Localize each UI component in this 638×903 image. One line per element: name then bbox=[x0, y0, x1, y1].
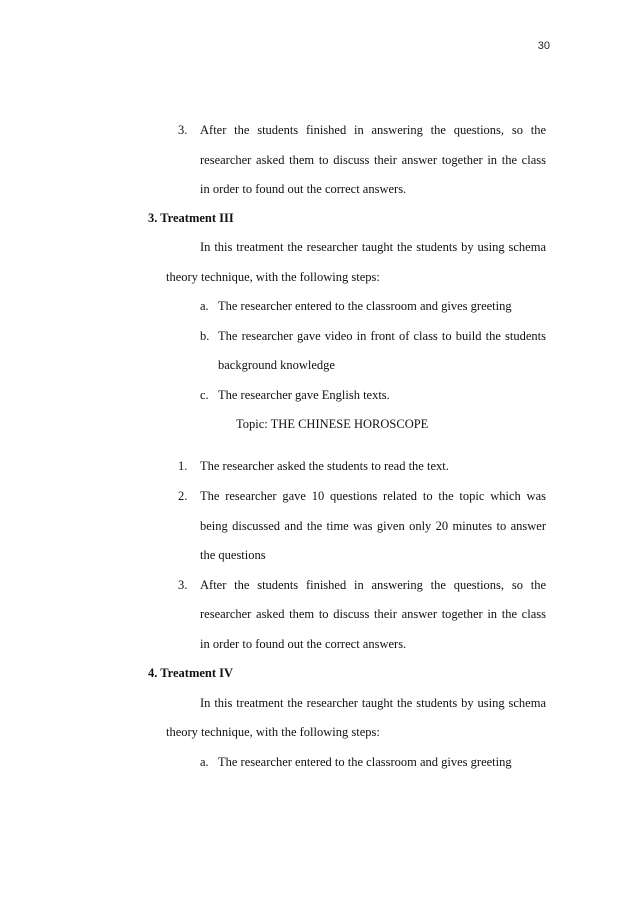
step-text: The researcher gave video in front of class to build the students bbox=[218, 329, 546, 343]
step-letter: a. bbox=[200, 755, 209, 769]
list-item-text: The researcher asked the students to read the text. bbox=[200, 459, 449, 473]
paragraph-line: In this treatment the researcher taught the students by using schema bbox=[200, 696, 546, 710]
section-heading: 3. Treatment III bbox=[148, 211, 234, 225]
paragraph-line: theory technique, with the following steps: bbox=[166, 270, 380, 284]
list-item-text: in order to found out the correct answers. bbox=[200, 637, 407, 651]
list-item-number: 1. bbox=[178, 459, 188, 473]
list-item-text: The researcher gave 10 questions related to the topic which was bbox=[200, 489, 546, 503]
list-item-number: 2. bbox=[178, 489, 188, 503]
list-item-number: 3. bbox=[178, 578, 188, 592]
step-text: The researcher entered to the classroom and gives greeting bbox=[218, 755, 512, 769]
list-item-text: being discussed and the time was given only 20 minutes to answer bbox=[200, 519, 546, 533]
topic-line: Topic: THE CHINESE HOROSCOPE bbox=[236, 417, 429, 431]
paragraph-line: theory technique, with the following steps: bbox=[166, 725, 380, 739]
paragraph-line: in order to found out the correct answers. bbox=[200, 182, 407, 196]
section-heading: 4. Treatment IV bbox=[148, 666, 234, 680]
paragraph-line: In this treatment the researcher taught the students by using schema bbox=[200, 240, 546, 254]
page-number: 30 bbox=[537, 40, 550, 52]
step-text: The researcher gave English texts. bbox=[218, 388, 390, 402]
step-text: background knowledge bbox=[218, 358, 335, 372]
step-letter: c. bbox=[200, 388, 209, 402]
step-text: The researcher entered to the classroom and gives greeting bbox=[218, 299, 512, 313]
list-item-number: 3. bbox=[178, 123, 188, 137]
list-item-text: After the students finished in answering the questions, so the bbox=[200, 578, 546, 592]
step-letter: b. bbox=[200, 329, 210, 343]
paragraph-line: After the students finished in answering the questions, so the bbox=[200, 123, 546, 137]
paragraph-line: researcher asked them to discuss their answer together in the class bbox=[200, 153, 546, 167]
list-item-text: the questions bbox=[200, 548, 266, 562]
step-letter: a. bbox=[200, 299, 209, 313]
list-item-text: researcher asked them to discuss their answer together in the class bbox=[200, 607, 546, 621]
